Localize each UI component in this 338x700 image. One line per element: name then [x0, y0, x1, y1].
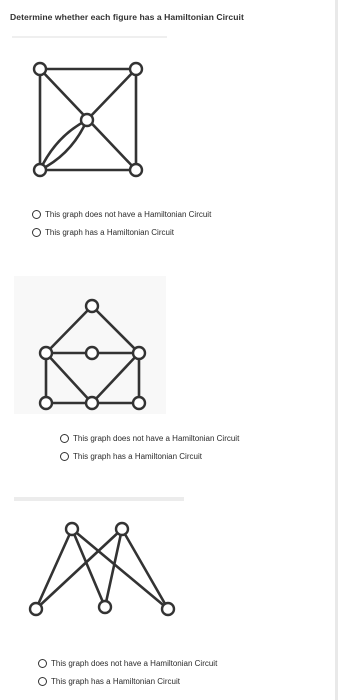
vertex — [40, 397, 52, 409]
option-label: This graph has a Hamiltonian Circuit — [45, 228, 174, 237]
vertex — [40, 347, 52, 359]
radio-button[interactable] — [60, 434, 69, 443]
figure-2-option-yes[interactable] — [60, 449, 239, 464]
vertex — [130, 164, 142, 176]
edge — [40, 120, 87, 170]
option-label: This graph does not have a Hamiltonian Circuit — [45, 210, 212, 219]
vertex — [66, 523, 78, 535]
option-label: This graph does not have a Hamiltonian Circuit — [51, 659, 218, 668]
edge — [92, 353, 139, 403]
figure-1-graph — [28, 56, 168, 186]
vertex — [162, 603, 174, 615]
vertex — [81, 114, 93, 126]
edge — [40, 120, 87, 170]
figure-3-graph — [26, 518, 186, 628]
figure-3-option-no[interactable] — [38, 656, 217, 671]
vertex — [86, 347, 98, 359]
figure-2-option-no[interactable] — [60, 431, 239, 446]
question-title: Determine whether each figure has a Hamiltonian Circuit — [10, 12, 244, 22]
edge — [36, 529, 122, 609]
vertex — [30, 603, 42, 615]
radio-button[interactable] — [32, 210, 41, 219]
edge — [46, 306, 92, 353]
vertex — [133, 397, 145, 409]
figure-3-divider — [14, 497, 184, 501]
figure-3-option-yes[interactable] — [38, 674, 217, 689]
edge — [92, 306, 139, 353]
vertex — [99, 601, 111, 613]
edge — [87, 69, 136, 120]
option-label: This graph has a Hamiltonian Circuit — [51, 677, 180, 686]
figure-3-options — [38, 656, 217, 692]
figure-2-options — [60, 431, 239, 467]
figure-1-options — [32, 207, 211, 243]
vertex — [34, 164, 46, 176]
vertex — [86, 300, 98, 312]
edge — [72, 529, 105, 607]
edge — [46, 353, 92, 403]
radio-button[interactable] — [60, 452, 69, 461]
title-divider — [12, 36, 167, 38]
vertex — [116, 523, 128, 535]
option-label: This graph does not have a Hamiltonian Circuit — [73, 434, 240, 443]
radio-button[interactable] — [32, 228, 41, 237]
vertex — [34, 63, 46, 75]
figure-1-option-no[interactable] — [32, 207, 211, 222]
edge — [36, 529, 72, 609]
vertex — [133, 347, 145, 359]
radio-button[interactable] — [38, 659, 47, 668]
vertex — [130, 63, 142, 75]
radio-button[interactable] — [38, 677, 47, 686]
figure-1-option-yes[interactable] — [32, 225, 211, 240]
vertex — [86, 397, 98, 409]
figure-2-graph — [32, 292, 172, 422]
option-label: This graph has a Hamiltonian Circuit — [73, 452, 202, 461]
edge — [122, 529, 168, 609]
